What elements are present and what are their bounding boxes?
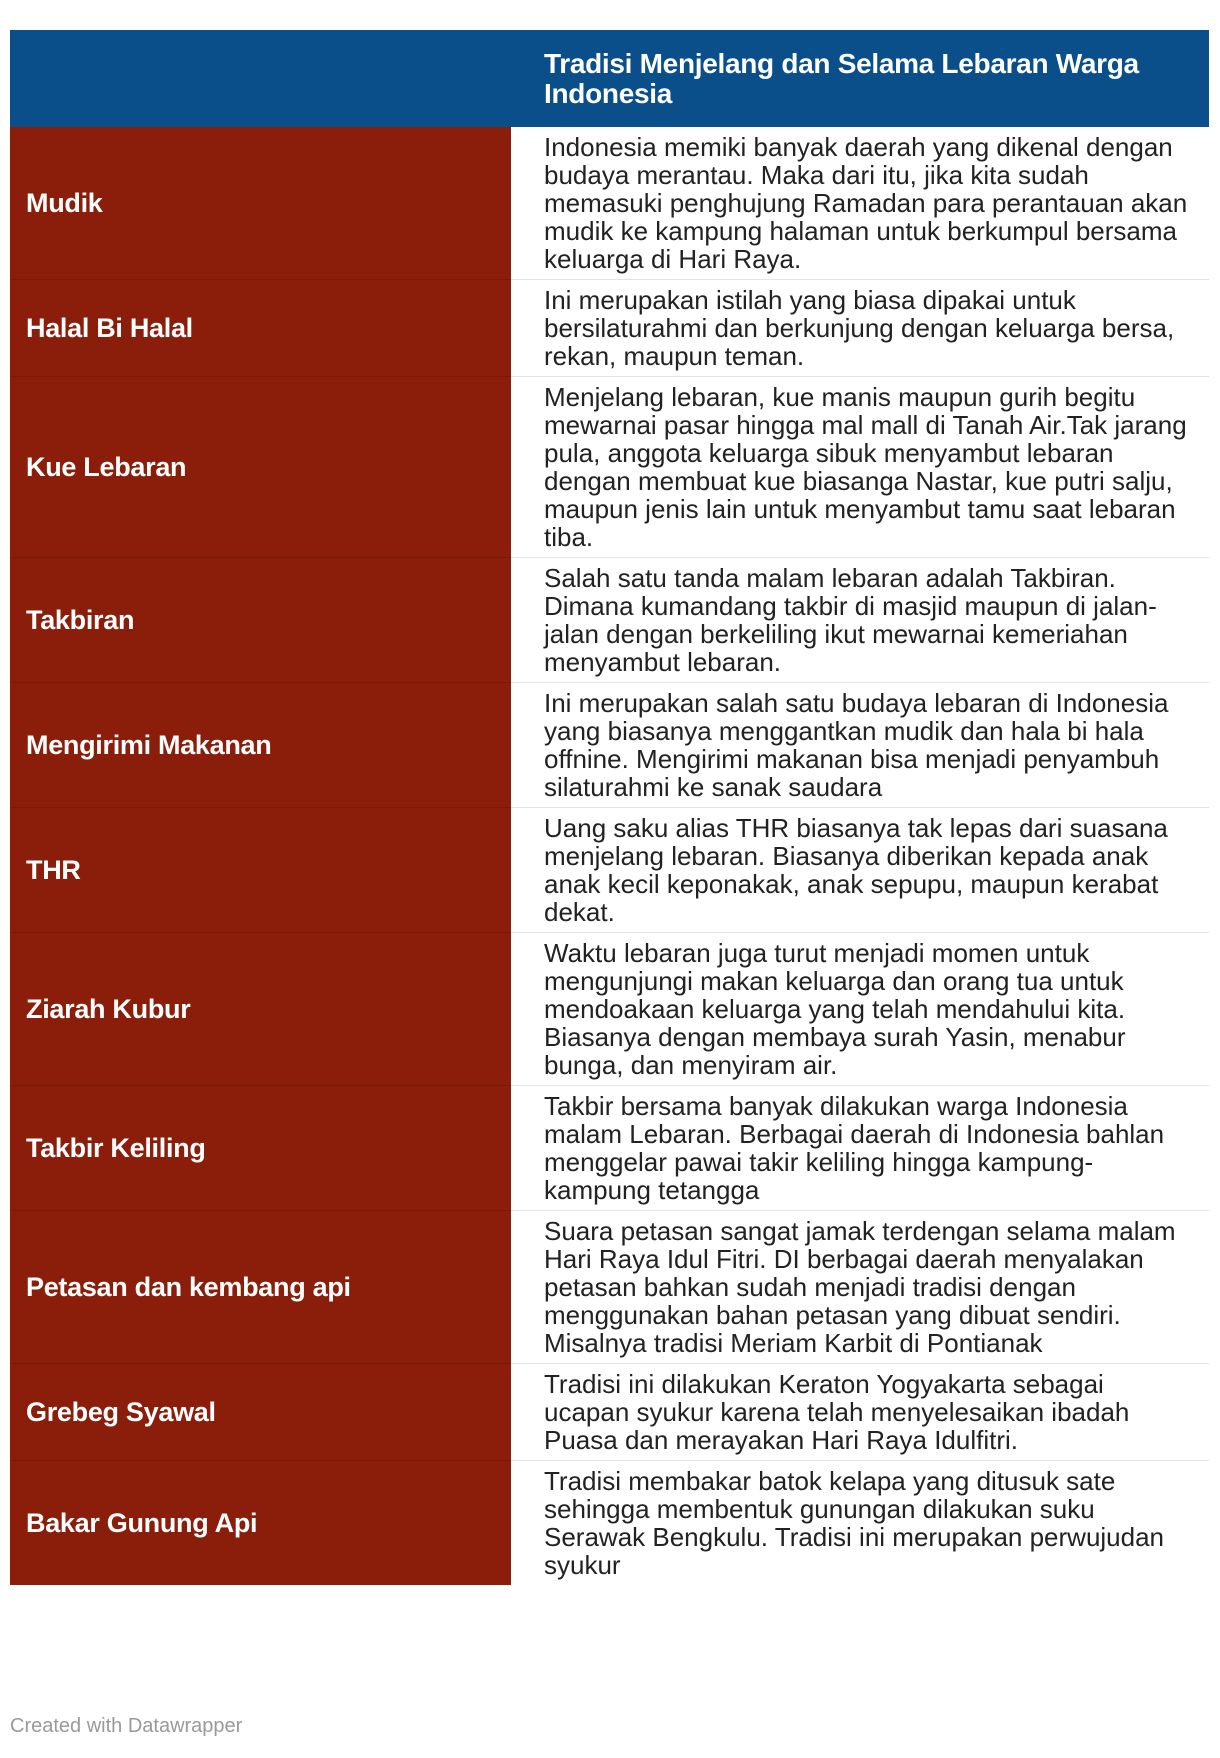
tradition-name-cell: Petasan dan kembang api: [10, 1211, 511, 1364]
header-cell-empty: [10, 30, 511, 127]
tradition-name-cell: Mengirimi Makanan: [10, 683, 511, 808]
header-cell-title[interactable]: Tradisi Menjelang dan Selama Lebaran Warga Indonesia: [511, 30, 1209, 127]
table-row: [10, 558, 1209, 683]
tradition-name-cell: Grebeg Syawal: [10, 1364, 511, 1461]
tradition-name-cell: Kue Lebaran: [10, 377, 511, 558]
table-row: [10, 1461, 1209, 1586]
table-container: [10, 30, 1209, 1585]
tradition-name-cell: Takbir Keliling: [10, 1086, 511, 1211]
table-row: [10, 1086, 1209, 1211]
table-row: [10, 280, 1209, 377]
tradition-description-cell: Tradisi membakar batok kelapa yang ditusuk sate sehingga membentuk gunungan dilakukan suku Serawak Bengkulu. Tradisi ini merupakan perwujudan syukur: [511, 1461, 1209, 1586]
tradition-description-cell: Suara petasan sangat jamak terdengan selama malam Hari Raya Idul Fitri. DI berbagai daerah menyalakan petasan bahkan sudah menjadi tradisi dengan menggunakan bahan petasan yang dibuat sendiri. Misalnya tradisi Meriam Karbit di Pontianak: [511, 1211, 1209, 1364]
table-row: [10, 808, 1209, 933]
tradition-name-cell: Ziarah Kubur: [10, 933, 511, 1086]
tradition-description-cell: Indonesia memiki banyak daerah yang dikenal dengan budaya merantau. Maka dari itu, jika kita sudah memasuki penghujung Ramadan para perantauan akan mudik ke kampung halaman untuk berkumpul bersama keluarga di Hari Raya.: [511, 127, 1209, 280]
table-header: [10, 30, 1209, 127]
table-row: [10, 377, 1209, 558]
table-row: [10, 1211, 1209, 1364]
tradition-name-cell: Takbiran: [10, 558, 511, 683]
tradition-description-cell: Ini merupakan istilah yang biasa dipakai untuk bersilaturahmi dan berkunjung dengan keluarga bersa, rekan, maupun teman.: [511, 280, 1209, 377]
tradition-description-cell: Tradisi ini dilakukan Keraton Yogyakarta sebagai ucapan syukur karena telah menyelesaikan ibadah Puasa dan merayakan Hari Raya Idulfitri.: [511, 1364, 1209, 1461]
header-row: [10, 30, 1209, 127]
traditions-table: [10, 30, 1209, 1585]
tradition-name-cell: THR: [10, 808, 511, 933]
table-row: [10, 933, 1209, 1086]
tradition-description-cell: Menjelang lebaran, kue manis maupun gurih begitu mewarnai pasar hingga mal mall di Tanah Air.Tak jarang pula, anggota keluarga sibuk menyambut lebaran dengan membuat kue biasanga Nastar, kue putri salju, maupun jenis lain untuk menyambut tamu saat lebaran tiba.: [511, 377, 1209, 558]
tradition-name-cell: Mudik: [10, 127, 511, 280]
footer-credit: Created with Datawrapper: [10, 1715, 243, 1737]
tradition-description-cell: Waktu lebaran juga turut menjadi momen untuk mengunjungi makan keluarga dan orang tua untuk mendoakaan keluarga yang telah mendahului kita. Biasanya dengan membaya surah Yasin, menabur bunga, dan menyiram air.: [511, 933, 1209, 1086]
tradition-description-cell: Salah satu tanda malam lebaran adalah Takbiran. Dimana kumandang takbir di masjid maupun di jalan-jalan dengan berkeliling ikut mewarnai kemeriahan menyambut lebaran.: [511, 558, 1209, 683]
table-row: [10, 683, 1209, 808]
tradition-description-cell: Ini merupakan salah satu budaya lebaran di Indonesia yang biasanya menggantkan mudik dan hala bi hala offnine. Mengirimi makanan bisa menjadi penyambuh silaturahmi ke sanak saudara: [511, 683, 1209, 808]
tradition-description-cell: Uang saku alias THR biasanya tak lepas dari suasana menjelang lebaran. Biasanya diberikan kepada anak anak kecil keponakak, anak sepupu, maupun kerabat dekat.: [511, 808, 1209, 933]
tradition-description-cell: Takbir bersama banyak dilakukan warga Indonesia malam Lebaran. Berbagai daerah di Indonesia bahlan menggelar pawai takir keliling hingga kampung-kampung tetangga: [511, 1086, 1209, 1211]
tradition-name-cell: Halal Bi Halal: [10, 280, 511, 377]
table-row: [10, 1364, 1209, 1461]
tradition-name-cell: Bakar Gunung Api: [10, 1461, 511, 1586]
table-body: [10, 127, 1209, 1585]
table-row: [10, 127, 1209, 280]
